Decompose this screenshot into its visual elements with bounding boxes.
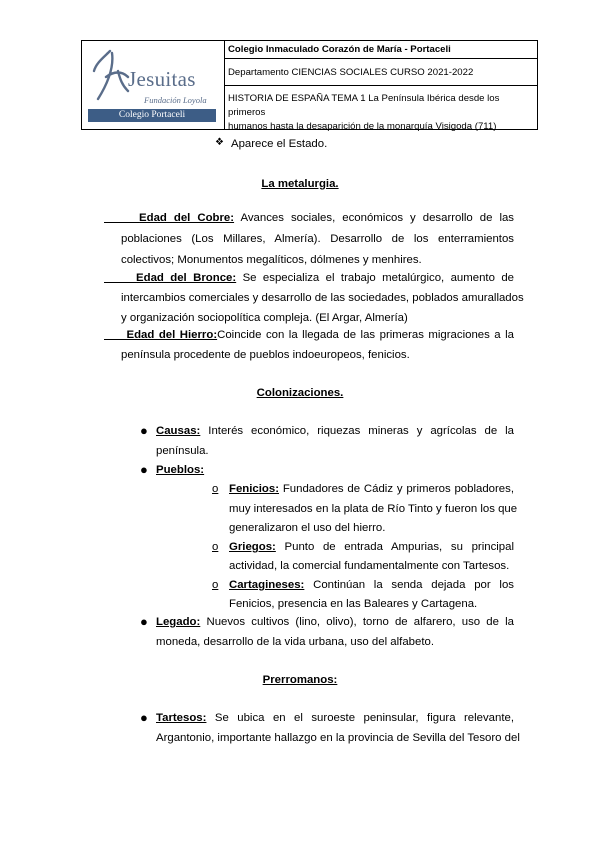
cartagineses-line-1: Cartagineses: Continúan la senda dejada por los bbox=[229, 579, 514, 591]
logo-bar: Colegio Portaceli bbox=[88, 109, 216, 122]
cobre-line-2: poblaciones (Los Millares, Almería). Desarrollo de los enterramientos bbox=[121, 233, 514, 245]
bronce-label: Edad del Bronce: bbox=[136, 272, 237, 284]
griegos-line-2: actividad, la comercial fundamentalmente con Tartesos. bbox=[229, 560, 510, 572]
fenicios-line-1: Fenicios: Fundadores de Cádiz y primeros pobladores, bbox=[229, 483, 514, 495]
causas-line-1: Causas: Interés económico, riquezas mineras y agrícolas de la bbox=[156, 425, 514, 437]
causas-label: Causas: bbox=[156, 425, 201, 437]
cobre-label: Edad del Cobre: bbox=[139, 212, 235, 224]
legado-line-2: moneda, desarrollo de la vida urbana, uso del alfabeto. bbox=[156, 636, 434, 648]
hierro-line-2: península procedente de pueblos indoeuropeos, fenicios. bbox=[121, 349, 410, 361]
bullet-dot-icon: ● bbox=[140, 462, 148, 477]
jesuitas-monogram-icon bbox=[92, 47, 132, 107]
cartagineses-marker: o bbox=[212, 579, 219, 591]
legado-label: Legado: bbox=[156, 616, 201, 628]
bullet-dot-icon: ● bbox=[140, 614, 148, 629]
legado-line-1: Legado: Nuevos cultivos (lino, olivo), torno de alfarero, uso de la bbox=[156, 616, 514, 628]
fenicios-label: Fenicios: bbox=[229, 483, 280, 495]
school-name: Colegio Inmaculado Corazón de María - Portaceli bbox=[225, 41, 537, 59]
bronce-line-1: Edad del Bronce: Se especializa el trabajo metalúrgico, aumento de bbox=[136, 272, 514, 284]
intro-text: Aparece el Estado. bbox=[231, 138, 328, 150]
fenicios-line-2: muy interesados en la plata de Río Tinto y fueron los que bbox=[229, 503, 518, 515]
bronce-line-2: intercambios comerciales y desarrollo de las sociedades, poblados amurallados bbox=[121, 292, 524, 304]
fenicios-line-3: generalizaron el uso del hierro. bbox=[229, 522, 386, 534]
section-title-metalurgia: La metalurgia. bbox=[261, 178, 339, 190]
section-title-prerromanos: Prerromanos: bbox=[262, 674, 338, 686]
topic-line-1: HISTORIA DE ESPAÑA TEMA 1 La Península Ibérica desde los primeros bbox=[228, 93, 500, 118]
causas-line-2: península. bbox=[156, 445, 209, 457]
griegos-marker: o bbox=[212, 541, 219, 553]
logo-subtitle: Fundación Loyola bbox=[144, 95, 207, 105]
griegos-label: Griegos: bbox=[229, 541, 276, 553]
fenicios-marker: o bbox=[212, 483, 219, 495]
griegos-line-1: Griegos: Punto de entrada Ampurias, su principal bbox=[229, 541, 514, 553]
topic-title bbox=[225, 86, 537, 132]
pueblos-label: Pueblos: bbox=[156, 464, 205, 476]
cobre-line-3: colectivos; Monumentos megalíticos, dólmenes y menhires. bbox=[121, 254, 422, 266]
hierro-label: Edad del Hierro: bbox=[126, 329, 218, 341]
bronce-line-3: y organización sociopolítica compleja. (El Argar, Almería) bbox=[121, 312, 408, 324]
hierro-line-1: Edad del Hierro:Coincide con la llegada de las primeras migraciones a la bbox=[126, 329, 515, 341]
section-title-colonizaciones: Colonizaciones. bbox=[256, 387, 344, 399]
diamond-bullet-icon: ❖ bbox=[215, 137, 224, 148]
tartesos-label: Tartesos: bbox=[156, 712, 207, 724]
school-logo bbox=[82, 41, 225, 129]
tartesos-line-2: Argantonio, importante hallazgo en la provincia de Sevilla del Tesoro del bbox=[156, 732, 520, 744]
bullet-dot-icon: ● bbox=[140, 710, 148, 725]
tartesos-line-1: Tartesos: Se ubica en el suroeste peninsular, figura relevante, bbox=[156, 712, 514, 724]
bullet-dot-icon: ● bbox=[140, 423, 148, 438]
document-header bbox=[81, 40, 538, 130]
logo-name: Jesuitas bbox=[128, 67, 196, 91]
cartagineses-label: Cartagineses: bbox=[229, 579, 305, 591]
department-name: Departamento CIENCIAS SOCIALES CURSO 2021-2022 bbox=[225, 59, 537, 86]
cobre-line-1: Edad del Cobre: Avances sociales, económicos y desarrollo de las bbox=[139, 212, 515, 224]
cartagineses-line-2: Fenicios, presencia en las Baleares y Cartagena. bbox=[229, 598, 478, 610]
topic-line-2: humanos hasta la desaparición de la monarquía Visigoda (711) bbox=[228, 121, 497, 132]
